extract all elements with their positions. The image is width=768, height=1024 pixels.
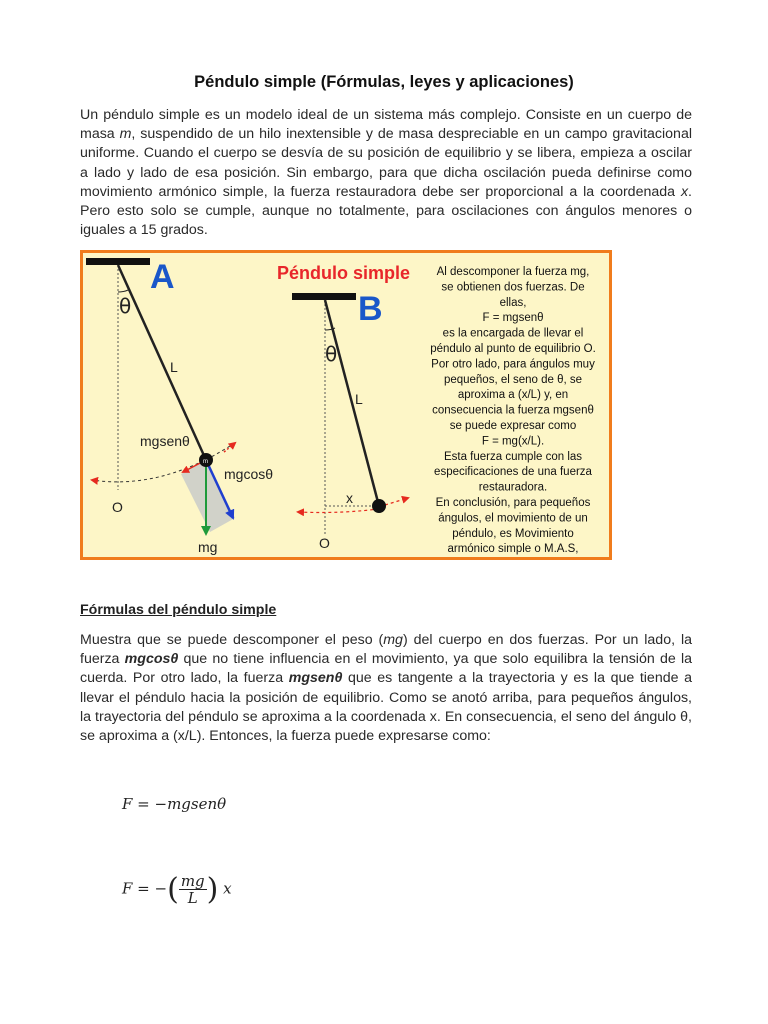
explanation-line: es la encargada de llevar el [442,327,584,340]
body-var-mgcos: mgcosθ [124,651,179,668]
label-a: A [150,258,175,296]
formula-2-denominator: L [187,889,198,907]
x-label: x [346,490,353,506]
formula-2-numerator: mg [180,872,205,890]
explanation-line: aproxima a (x/L) y, en [457,389,569,402]
intro-text-1: Un péndulo simple es un modelo ideal de un sistema más complejo. Consiste en un cuerpo de masa [80,107,692,143]
formula-1-text: F = −mgsenθ [122,795,227,813]
label-b: B [358,290,383,328]
explanation-line: restauradora. [478,481,548,494]
explanation-line: péndulo, es Movimiento [452,527,574,540]
formula-1 [122,795,226,813]
section-heading: Fórmulas del péndulo simple [80,602,277,618]
explanation-line: ángulos, el movimiento de un [438,512,588,525]
body-text-2: ) del cuerpo en dos fuerzas. Por un lado, la fuerza [80,632,692,668]
explanation-line: especificaciones de una fuerza [434,466,592,479]
support-bar-b [292,293,356,300]
explanation-line: F = mg(x/L). [481,435,545,448]
formula-2-close-paren: ) [206,872,219,907]
mg-label: mg [198,539,218,555]
explanation-line: Esta fuerza cumple con las [443,450,583,463]
explanation-line: Al descomponer la fuerza mg, [436,266,590,278]
intro-var-x: x [680,183,689,200]
explanation-line: ellas, [499,296,527,309]
explanation-line: se puede expresar como [449,420,577,432]
origin-label-a: O [112,499,123,515]
page-title: Péndulo simple (Fórmulas, leyes y aplicaciones) [194,73,574,91]
body-text-4: que es tangente a la trayectoria y es la que tiende a llevar el péndulo hacia la posición de equilibrio. Como se anotó arriba, para pequeños ángulos, la trayectoria del péndulo se aproxima a la coordenada x. En consecuencia, el seno del ángulo θ, se aproxima a (x/L). Entonces, la fuerza puede expresarse como: [80,670,692,745]
intro-text-3: . Pero esto solo se cumple, aunque no totalmente, para oscilaciones con ángulos menores o iguales a 15 grados. [80,183,692,239]
explanation-line: F = mgsenθ [482,312,544,325]
formula-2-fraction [179,873,207,906]
intro-text-2: , suspendido de un hilo inextensible y de masa despreciable en un campo gravitacional uniforme. Cuando el cuerpo se desvía de su posición de equilibrio y se libera, empieza a oscilar a lado y lado de esa posición. Sin embargo, para que dicha oscilación pueda definirse como movimiento armónico simple, la fuerza restauradora debe ser proporcional a la coordenada [80,126,692,200]
theta-a: θ [119,294,132,318]
explanation-line: pequeños, el seno de θ, se [443,373,583,386]
body-text-1: Muestra que se puede descomponer el peso ( [80,632,384,648]
bob-b [372,499,386,513]
pendulum-figure [80,250,612,560]
explanation-line: armónico simple o M.A.S, [447,543,579,556]
formula-2-lhs: F = − [122,879,168,898]
origin-label-b: O [319,535,330,551]
formula-2-open-paren: ( [167,872,179,907]
explanation-line: se obtienen dos fuerzas. De [441,281,585,294]
explanation-line: Por otro lado, para ángulos muy [431,358,595,371]
theta-b: θ [325,342,338,366]
support-bar-a [86,258,150,265]
intro-paragraph [80,106,692,240]
mgsen-label: mgsenθ [140,433,190,449]
mgcos-label: mgcosθ [224,466,274,482]
explanation-line: péndulo al punto de equilibrio O. [430,343,596,355]
intro-var-m: m [119,126,132,143]
label-l-b: L [355,391,363,407]
label-l-a: L [170,359,178,375]
explanation-line: consecuencia la fuerza mgsenθ [432,404,594,417]
body-paragraph [80,631,692,746]
body-var-mgsen: mgsenθ [288,670,343,687]
formula-2 [122,872,232,907]
formula-2-rhs: x [223,879,232,898]
body-text-3: que no tiene influencia en el movimiento, ya que solo equilibra la tensión de la cuerda. Por otro lado, la fuerza [80,651,692,687]
mass-label: m [203,459,208,465]
explanation-line: En conclusión, para pequeños [435,497,591,509]
figure-title: Péndulo simple [277,263,411,283]
body-var-mg: mg [383,632,403,648]
